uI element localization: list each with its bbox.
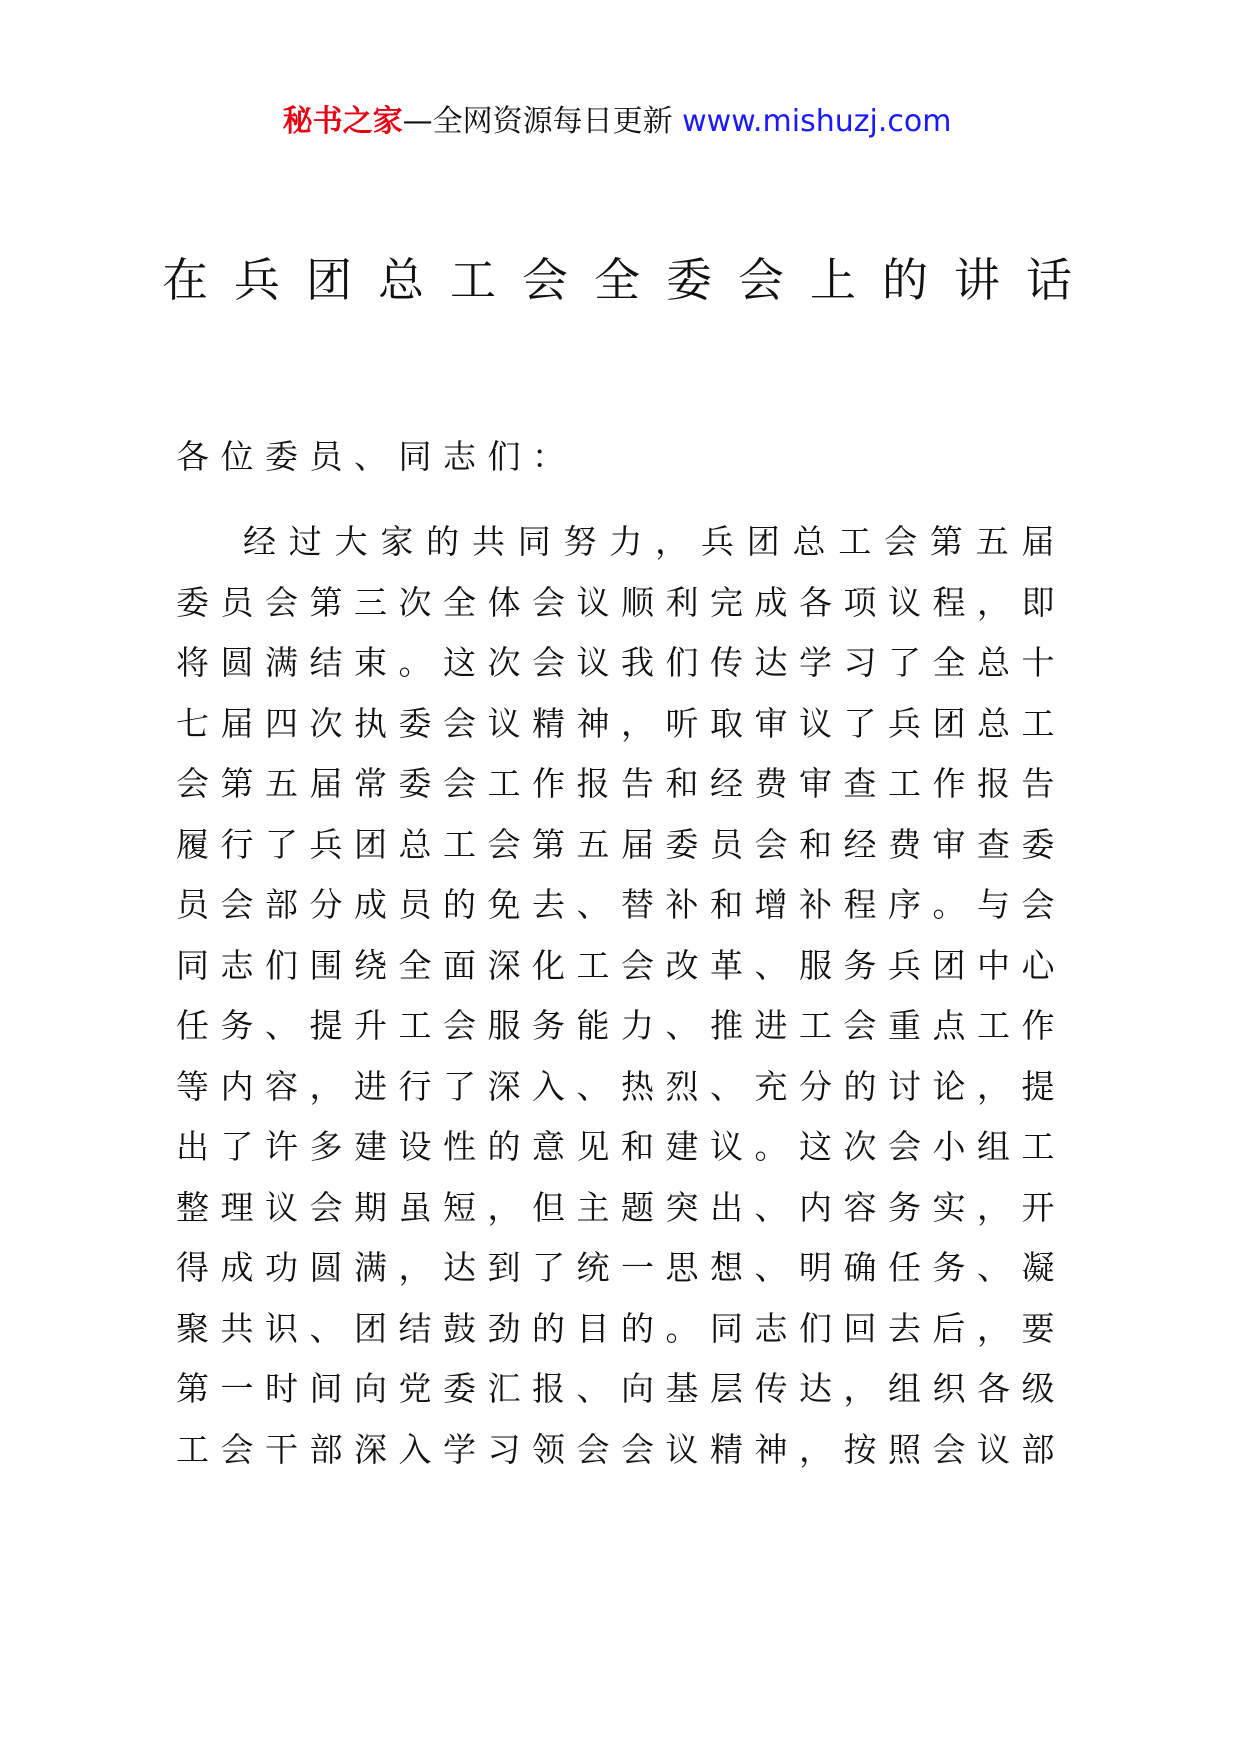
salutation: 各位委员、同志们： xyxy=(176,437,577,476)
site-slogan: —全网资源每日更新 xyxy=(402,104,683,139)
site-brand: 秘书之家 xyxy=(282,104,403,139)
site-url-link[interactable]: www.mishuzj.com xyxy=(682,104,952,139)
site-banner xyxy=(0,102,1234,142)
document-title: 在兵团总工会全委会上的讲话 xyxy=(162,253,1098,307)
body-paragraph: 经过大家的共同努力，兵团总工会第五届委员会第三次全体会议顺利完成各项议程，即将圆满结束。这次会议我们传达学习了全总十七届四次执委会议精神，听取审议了兵团总工会第五届常委会工作报告和经费审查工作报告履行了兵团总工会第五届委员会和经费审查委员会部分成员的免去、替补和增补程序。与会同志们围绕全面深化工会改革、服务兵团中心任务、提升工会服务能力、推进工会重点工作等内容，进行了深入、热烈、充分的讨论，提出了许多建设性的意见和建议。这次会小组工整理议会期虽短，但主题突出、内容务实，开得成功圆满，达到了统一思想、明确任务、凝聚共识、团结鼓劲的目的。同志们回去后，要第一时间向党委汇报、向基层传达，组织各级工会干部深入学习领会会议精神，按照会议部 xyxy=(176,522,1066,1469)
